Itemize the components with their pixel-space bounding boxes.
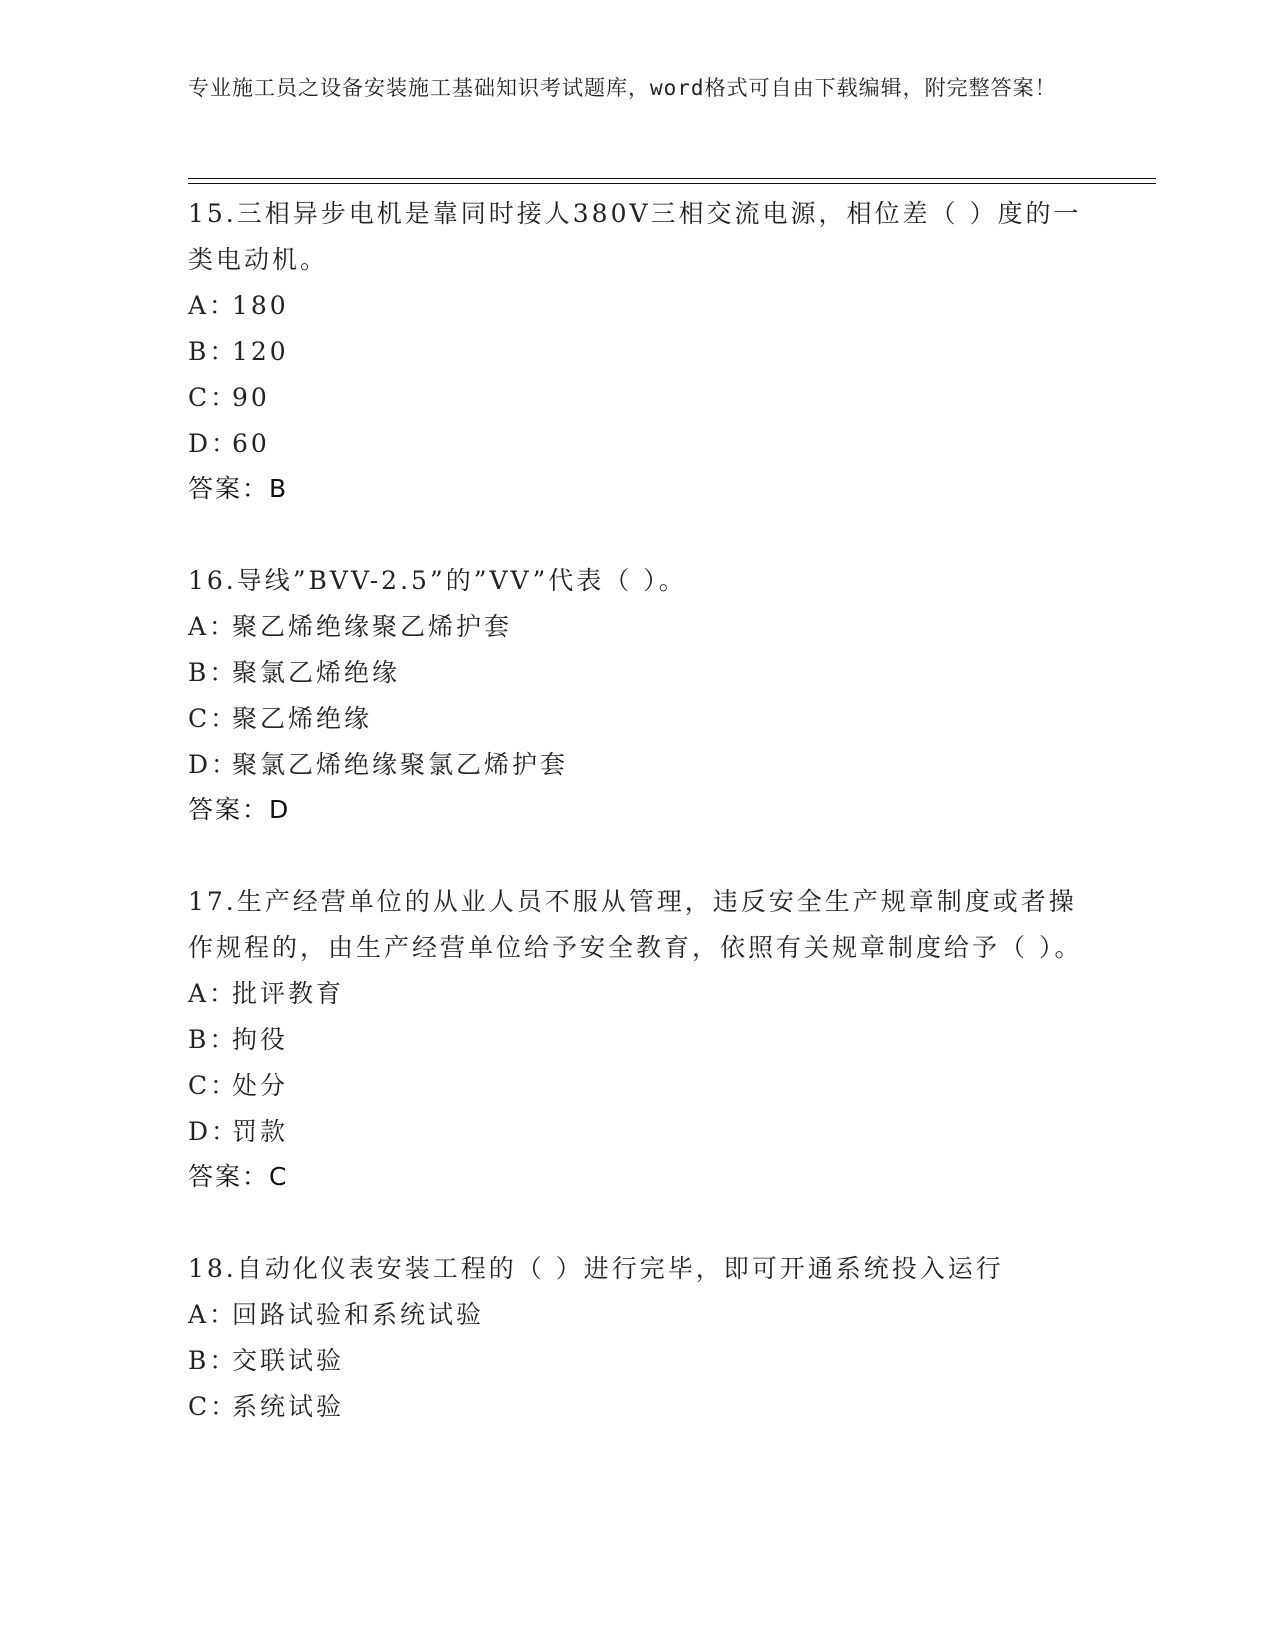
header-divider-top <box>188 178 1156 179</box>
option-letter: C： <box>188 383 239 412</box>
answer-line: 答案：B <box>188 474 289 503</box>
option-text: 拘役 <box>232 1025 289 1054</box>
option-letter: B： <box>188 658 238 687</box>
option-d <box>188 742 1088 788</box>
option-letter: A： <box>188 979 238 1008</box>
question-stem: 17.生产经营单位的从业人员不服从管理，违反安全生产规章制度或者操作规程的，由生产经营单位给予安全教育，依照有关规章制度给予（ ）。 <box>188 887 1083 962</box>
option-letter: D： <box>188 750 240 779</box>
question-stem: 16.导线”BVV-2.5”的”VV”代表（ ）。 <box>188 566 687 595</box>
option-text: 聚乙烯绝缘 <box>232 704 373 733</box>
option-letter: B： <box>188 1025 238 1054</box>
option-text: 罚款 <box>232 1117 289 1146</box>
option-b <box>188 329 1088 375</box>
option-c <box>188 375 1088 421</box>
option-d <box>188 1109 1088 1155</box>
option-letter: A： <box>188 291 238 320</box>
option-c <box>188 1063 1088 1109</box>
option-letter: D： <box>188 1117 240 1146</box>
option-text: 处分 <box>232 1071 289 1100</box>
option-text: 批评教育 <box>232 979 345 1008</box>
answer-line: 答案：D <box>188 795 291 824</box>
option-letter: A： <box>188 1300 238 1329</box>
option-a <box>188 283 1088 329</box>
header-divider-bottom <box>188 183 1156 184</box>
option-a <box>188 1292 1088 1338</box>
option-text: 系统试验 <box>232 1392 345 1421</box>
question-18 <box>188 1246 1088 1430</box>
option-text: 回路试验和系统试验 <box>232 1300 485 1329</box>
question-17 <box>188 879 1088 1199</box>
option-b <box>188 1017 1088 1063</box>
option-text: 聚乙烯绝缘聚乙烯护套 <box>232 612 513 641</box>
option-text: 聚氯乙烯绝缘 <box>232 658 401 687</box>
option-text: 60 <box>232 429 270 458</box>
option-text: 聚氯乙烯绝缘聚氯乙烯护套 <box>232 750 569 779</box>
option-text: 120 <box>232 337 289 366</box>
answer-line: 答案：C <box>188 1162 289 1191</box>
option-c <box>188 696 1088 742</box>
option-letter: C： <box>188 1071 239 1100</box>
option-c <box>188 1384 1088 1430</box>
question-stem: 18.自动化仪表安装工程的（ ）进行完毕，即可开通系统投入运行 <box>188 1254 1004 1283</box>
question-15 <box>188 191 1088 511</box>
question-16 <box>188 558 1088 832</box>
option-letter: B： <box>188 337 238 366</box>
document-header: 专业施工员之设备安装施工基础知识考试题库，word格式可自由下载编辑，附完整答案！ <box>188 76 1057 100</box>
option-a <box>188 604 1088 650</box>
option-letter: B： <box>188 1346 238 1375</box>
option-text: 180 <box>232 291 289 320</box>
option-letter: D： <box>188 429 240 458</box>
option-text: 90 <box>232 383 270 412</box>
question-list <box>188 191 1088 1477</box>
question-stem: 15.三相异步电机是靠同时接人380V三相交流电源，相位差（ ）度的一类电动机。 <box>188 199 1082 274</box>
option-letter: C： <box>188 1392 239 1421</box>
option-text: 交联试验 <box>232 1346 345 1375</box>
option-d <box>188 421 1088 467</box>
option-b <box>188 650 1088 696</box>
option-a <box>188 971 1088 1017</box>
option-b <box>188 1338 1088 1384</box>
option-letter: C： <box>188 704 239 733</box>
option-letter: A： <box>188 612 238 641</box>
